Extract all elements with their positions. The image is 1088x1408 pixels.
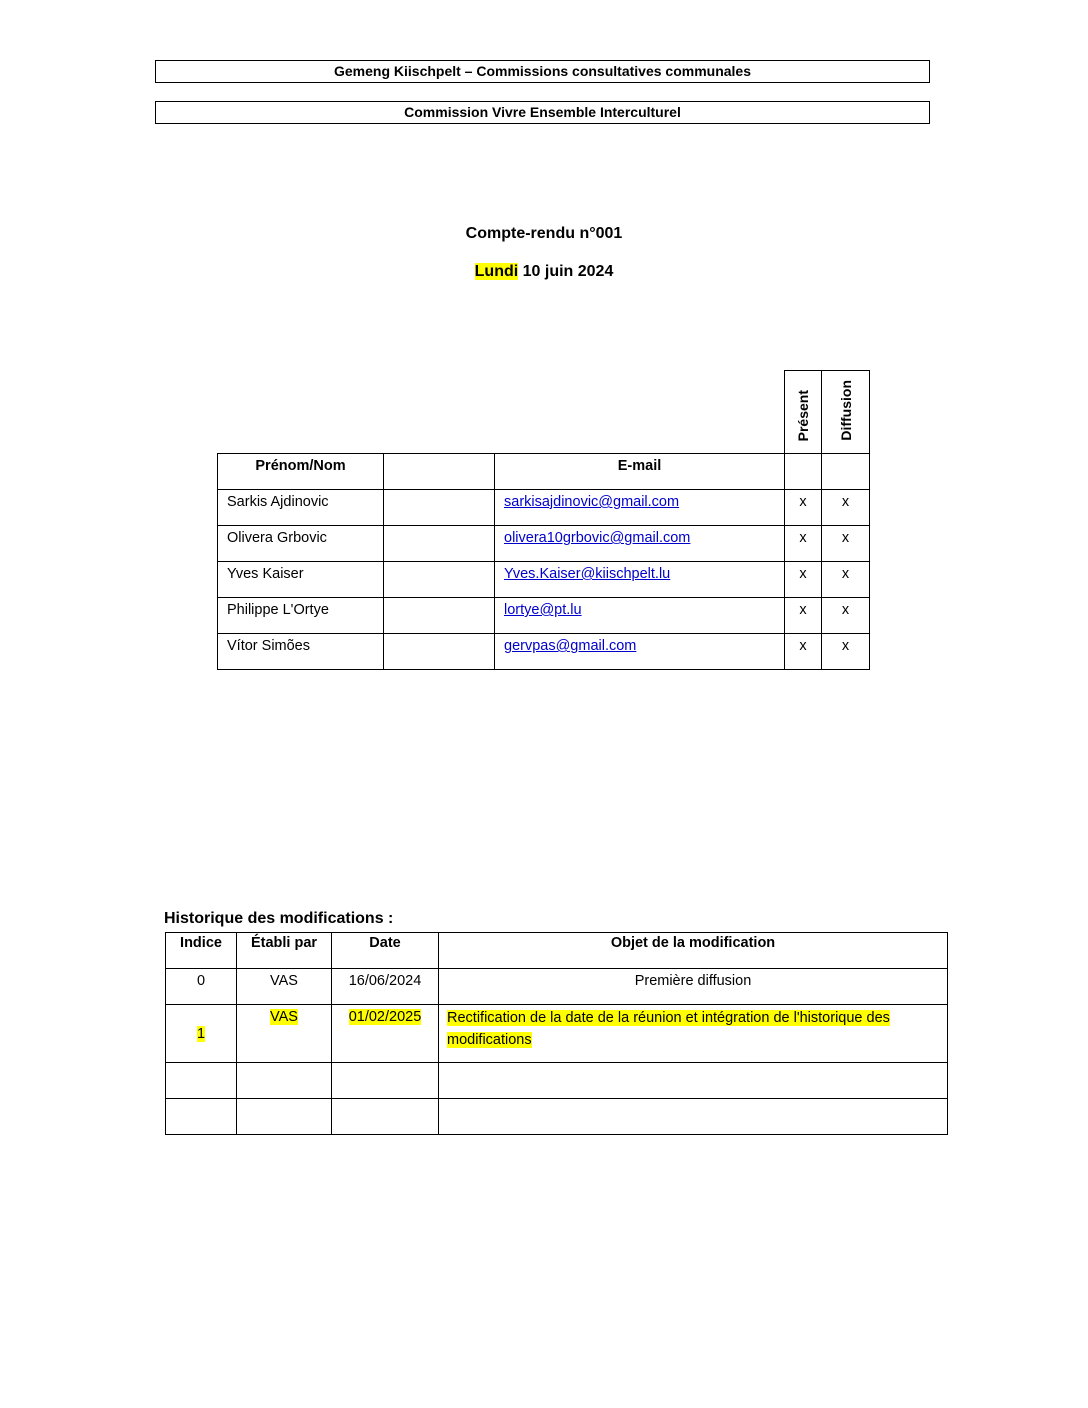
history-date: 01/02/2025 [348, 1009, 422, 1025]
member-name: Yves Kaiser [218, 562, 384, 598]
table-row [218, 634, 870, 670]
diffusion-mark: x [822, 526, 870, 562]
attendance-header-name: Prénom/Nom [218, 454, 384, 490]
attendance-header-diffusion: Diffusion [822, 371, 870, 454]
table-row [218, 526, 870, 562]
member-name: Vítor Simões [218, 634, 384, 670]
present-mark: x [785, 634, 822, 670]
history-header-date: Date [332, 933, 439, 969]
member-email-link[interactable]: sarkisajdinovic@gmail.com [504, 494, 680, 510]
history-indice: 1 [196, 1025, 206, 1042]
member-email-link[interactable]: gervpas@gmail.com [504, 638, 637, 654]
attendance-table [217, 370, 870, 670]
diffusion-mark: x [822, 490, 870, 526]
table-row [218, 598, 870, 634]
table-row [166, 1005, 948, 1063]
attendance-header-present: Présent [785, 371, 822, 454]
member-name: Olivera Grbovic [218, 526, 384, 562]
diffusion-mark: x [822, 562, 870, 598]
history-header-objet: Objet de la modification [439, 933, 948, 969]
report-date [0, 263, 1088, 281]
member-email-link[interactable]: olivera10grbovic@gmail.com [504, 530, 691, 546]
history-object: Rectification de la date de la réunion et intégration de l'historique des modifications [447, 1010, 890, 1048]
attendance-header-blank [384, 454, 495, 490]
history-indice: 0 [166, 969, 237, 1005]
history-object: Première diffusion [439, 969, 948, 1005]
history-header-indice: Indice [166, 933, 237, 969]
table-row [166, 1063, 948, 1099]
history-author: VAS [270, 1009, 298, 1025]
present-mark: x [785, 490, 822, 526]
attendance-header-email: E-mail [495, 454, 785, 490]
table-row [218, 490, 870, 526]
report-title: Compte-rendu n°001 [465, 225, 623, 242]
history-title: Historique des modifications : [164, 910, 394, 927]
report-date-day: 10 juin 2024 [518, 263, 614, 280]
present-mark: x [785, 526, 822, 562]
report-date-weekday: Lundi [474, 263, 519, 280]
present-mark: x [785, 562, 822, 598]
present-mark: x [785, 598, 822, 634]
history-header-etabli: Établi par [237, 933, 332, 969]
member-email-link[interactable]: lortye@pt.lu [504, 602, 582, 618]
member-email-link[interactable]: Yves.Kaiser@kiischpelt.lu [504, 566, 671, 582]
member-name: Sarkis Ajdinovic [218, 490, 384, 526]
header-organisation: Gemeng Kiischpelt – Commissions consultatives communales [155, 60, 930, 83]
history-table [165, 932, 948, 1135]
header-commission: Commission Vivre Ensemble Interculturel [155, 101, 930, 124]
history-date: 16/06/2024 [332, 969, 439, 1005]
table-row [218, 562, 870, 598]
table-row [166, 969, 948, 1005]
history-author: VAS [237, 969, 332, 1005]
diffusion-mark: x [822, 634, 870, 670]
member-name: Philippe L'Ortye [218, 598, 384, 634]
table-row [166, 1099, 948, 1135]
diffusion-mark: x [822, 598, 870, 634]
